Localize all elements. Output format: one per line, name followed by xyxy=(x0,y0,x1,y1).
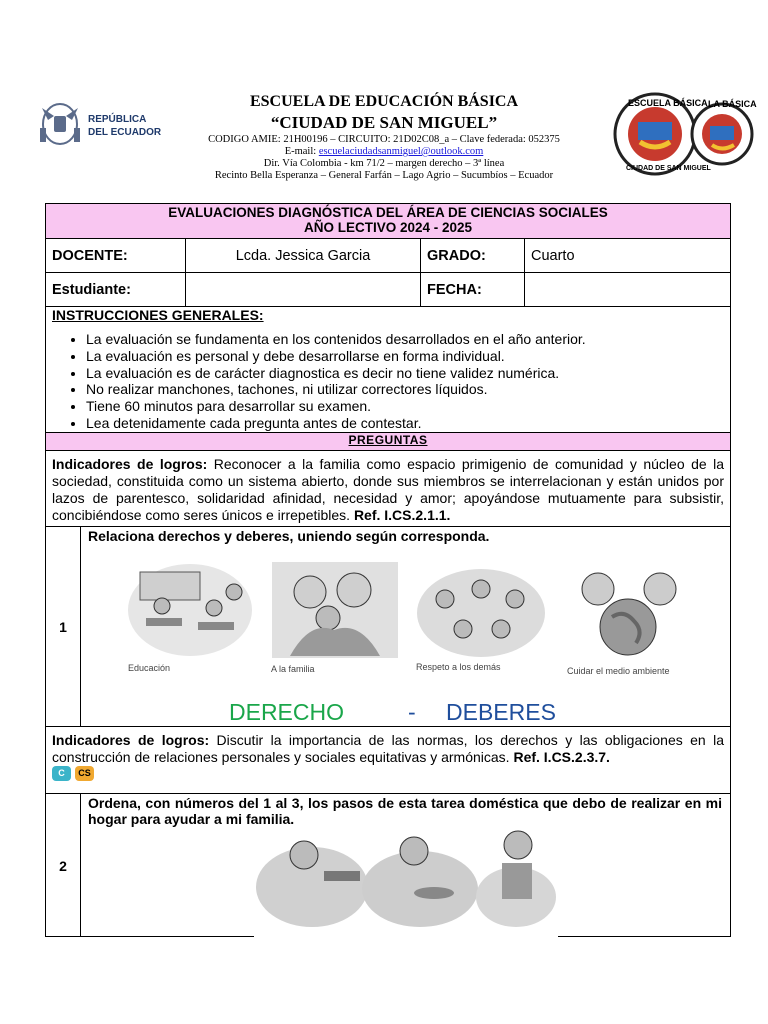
school-seal-logo xyxy=(610,90,757,182)
docente-value: Lcda. Jessica Garcia xyxy=(186,239,421,272)
school-email-line xyxy=(160,146,608,158)
indicator-1-row xyxy=(46,451,730,527)
preguntas-row xyxy=(46,433,730,451)
question-2-row xyxy=(46,794,730,937)
docente-row xyxy=(46,239,730,273)
school-subtitle: “CIUDAD DE SAN MIGUEL” xyxy=(270,113,498,132)
svg-text:CIUDAD DE SAN MIGUEL: CIUDAD DE SAN MIGUEL xyxy=(626,165,711,172)
estudiante-label: Estudiante: xyxy=(46,273,186,306)
evaluation-title-row xyxy=(46,204,730,239)
grado-label: GRADO: xyxy=(421,239,525,272)
question-1-text: Relaciona derechos y deberes, uniendo según corresponda. xyxy=(88,528,490,544)
question-1-row xyxy=(46,527,730,727)
indicator-2-row xyxy=(46,727,730,794)
fecha-label: FECHA: xyxy=(421,273,525,306)
instruction-item: • La evaluación es de carácter diagnostica es decir no tiene validez numérica. xyxy=(86,365,730,382)
estudiante-field[interactable] xyxy=(186,273,421,306)
school-name: ESCUELA DE EDUCACIÓN BÁSICA xyxy=(249,93,519,110)
caption-familia: A la familia xyxy=(271,664,315,674)
school-address: Dir. Vía Colombia - km 71/2 – margen derecho – 3ª línea xyxy=(263,158,505,169)
instruction-item: • Lea detenidamente cada pregunta antes de contestar. xyxy=(86,415,730,432)
education-illustration xyxy=(126,562,254,658)
caption-educacion: Educación xyxy=(128,663,171,673)
instruction-item: • No realizar manchones, tachones, ni utilizar correctores líquidos. xyxy=(86,381,730,398)
fecha-field[interactable] xyxy=(525,273,730,306)
question-2-text: Ordena, con números del 1 al 3, los pasos de esta tarea doméstica que debo de realizar en mi hogar para ayudar a mi familia. xyxy=(88,795,722,827)
caption-respeto: Respeto a los demás xyxy=(416,662,501,672)
evaluation-sheet xyxy=(45,203,731,937)
svg-text:LA BÁSICA: LA BÁSICA xyxy=(708,99,757,109)
derecho-label: DERECHO xyxy=(229,699,345,725)
badge-c: C xyxy=(52,766,71,781)
instruction-item: • Tiene 60 minutos para desarrollar su examen. xyxy=(86,398,730,415)
badge-cs: CS xyxy=(75,766,94,781)
email-link[interactable]: escuelaciudadsanmiguel@outlook.com xyxy=(318,146,484,157)
chores-illustration xyxy=(254,827,558,939)
preguntas-label: PREGUNTAS xyxy=(348,433,428,447)
family-illustration xyxy=(270,560,400,660)
indicator-1: Indicadores de logros: Reconocer a la familia como espacio primigenio de comunidad y núcleo de la sociedad, constituida como un sistema abierto, donde sus miembros se interrelacionan y están unidos por lazos de parentesco, solidaridad afinidad, necesidad y amor; apoyándose mutuamente para subsistir, concibiéndose como seres únicos e irrepetibles. Ref. I.CS.2.1.1. xyxy=(52,456,724,523)
evaluation-title: EVALUACIONES DIAGNÓSTICA DEL ÁREA DE CIENCIAS SOCIALES AÑO LECTIVO 2024 - 2025 xyxy=(168,205,608,235)
deberes-label: DEBERES xyxy=(446,699,556,725)
republica-ecuador-logo xyxy=(34,98,162,150)
question-2-number: 2 xyxy=(46,794,81,937)
competency-badges xyxy=(52,763,98,781)
instructions-section xyxy=(46,307,730,433)
school-header xyxy=(160,92,608,182)
grado-value: Cuarto xyxy=(531,247,575,264)
caption-medio-ambiente: Cuidar el medio ambiente xyxy=(567,666,670,676)
school-codes: CODIGO AMIE: 21H00196 – CIRCUITO: 21D02C08_a – Clave federada: 052375 xyxy=(208,134,560,145)
instructions-list xyxy=(46,331,730,432)
svg-text:ESCUELA BÁSICA: ESCUELA BÁSICA xyxy=(628,98,708,108)
instruction-item: • La evaluación se fundamenta en los contenidos desarrollados en el año anterior. xyxy=(86,331,730,348)
school-location: Recinto Bella Esperanza – General Farfán – Lago Agrio – Sucumbíos – Ecuador xyxy=(214,170,554,181)
respect-illustration xyxy=(415,567,547,659)
svg-text:DEL ECUADOR: DEL ECUADOR xyxy=(88,127,162,138)
indicator-2: Indicadores de logros: Discutir la importancia de las normas, los derechos y las obligaciones en la construcción de relaciones personales y sociales equitativas y armónicas. Ref. I.CS.2.3.7. xyxy=(52,732,724,765)
instructions-heading: INSTRUCCIONES GENERALES: xyxy=(52,307,264,323)
instruction-item: • La evaluación es personal y debe desarrollarse en forma individual. xyxy=(86,348,730,365)
environment-illustration xyxy=(564,565,694,657)
derecho-deberes-separator: - xyxy=(408,699,416,725)
estudiante-row xyxy=(46,273,730,307)
docente-label: DOCENTE: xyxy=(46,239,186,272)
svg-text:REPÚBLICA: REPÚBLICA xyxy=(88,114,147,125)
question-1-number: 1 xyxy=(46,527,81,726)
email-label: E-mail: xyxy=(284,146,317,157)
